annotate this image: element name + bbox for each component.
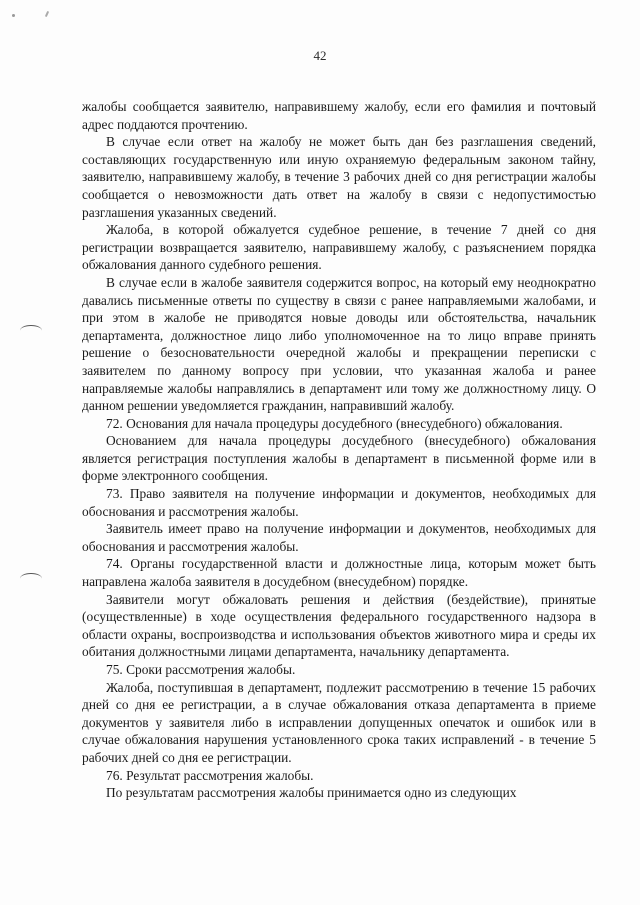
page-number: 42 xyxy=(313,48,327,63)
paragraph: В случае если ответ на жалобу не может быть дан без разглашения сведений, составляющих государственную или иную охраняемую федеральным законом тайну, заявителю, направившему жалобу, в течение 3 рабочих дней со дня регистрации жалобы сообщается о невозможности дать ответ на жалобу в связи с недопустимостью разглашения указанных сведений. xyxy=(82,134,596,220)
section-heading: 73. Право заявителя на получение информации и документов, необходимых для обоснования и рассмотрения жалобы. xyxy=(82,486,596,519)
section-heading: 74. Органы государственной власти и должностные лица, которым может быть направлена жалоба заявителя в досудебном (внесудебном) порядке. xyxy=(82,556,596,590)
binding-hole-mark xyxy=(20,573,42,584)
paragraph: жалобы сообщается заявителю, направившему жалобу, если его фамилия и почтовый адрес поддаются прочтению. xyxy=(82,99,596,132)
scan-speck xyxy=(12,14,15,17)
binding-hole-mark xyxy=(20,325,42,336)
paragraph: По результатам рассмотрения жалобы принимается одно из следующих xyxy=(106,785,517,801)
scan-speck xyxy=(45,11,49,17)
paragraph: Заявитель имеет право на получение информации и документов, необходимых для обоснования и рассмотрения жалобы. xyxy=(82,521,596,554)
paragraph: В случае если в жалобе заявителя содержится вопрос, на который ему неоднократно давались письменные ответы по существу в связи с ранее направляемыми жалобами, и при этом в жалобе не приводятся новые доводы или обстоятельства, начальник департамента, должностное лицо либо уполномоченное на то лицо вправе принять решение о безосновательности очередной жалобы и прекращении переписки с заявителем по данному вопросу при условии, что указанная жалоба и ранее направляемые жалобы направлялись в департамент или тому же должностному лицу. О данном решении уведомляется гражданин, направивший жалобу. xyxy=(82,274,596,414)
body-text xyxy=(82,98,596,802)
section-heading: 72. Основания для начала процедуры досудебного (внесудебного) обжалования. xyxy=(106,415,563,431)
paragraph: Жалоба, поступившая в департамент, подлежит рассмотрению в течение 15 рабочих дней со дня ее регистрации, а в случае обжалования отказа департамента в приеме документов у заявителя либо в исправлении допущенных опечаток и ошибок или в случае обжалования нарушения установленного срока таких исправлений - в течение 5 рабочих дней со дня ее регистрации. xyxy=(82,679,596,765)
paragraph: Основанием для начала процедуры досудебного (внесудебного) обжалования является регистрация поступления жалобы в департамент в письменной форме или в форме электронного сообщения. xyxy=(82,433,596,484)
section-heading: 75. Сроки рассмотрения жалобы. xyxy=(106,662,296,677)
paragraph: Заявители могут обжаловать решения и действия (бездействие), принятые (осуществленные) в ходе осуществления федерального государственного надзора в области охраны, воспроизводства и использования объектов животного мира и среды их обитания должностными лицами департамента, начальнику департамента. xyxy=(82,591,596,660)
section-heading: 76. Результат рассмотрения жалобы. xyxy=(106,767,314,783)
paragraph: Жалоба, в которой обжалуется судебное решение, в течение 7 дней со дня регистрации возвращается заявителю, направившему жалобу, с разъяснением порядка обжалования данного судебного решения. xyxy=(82,222,596,273)
